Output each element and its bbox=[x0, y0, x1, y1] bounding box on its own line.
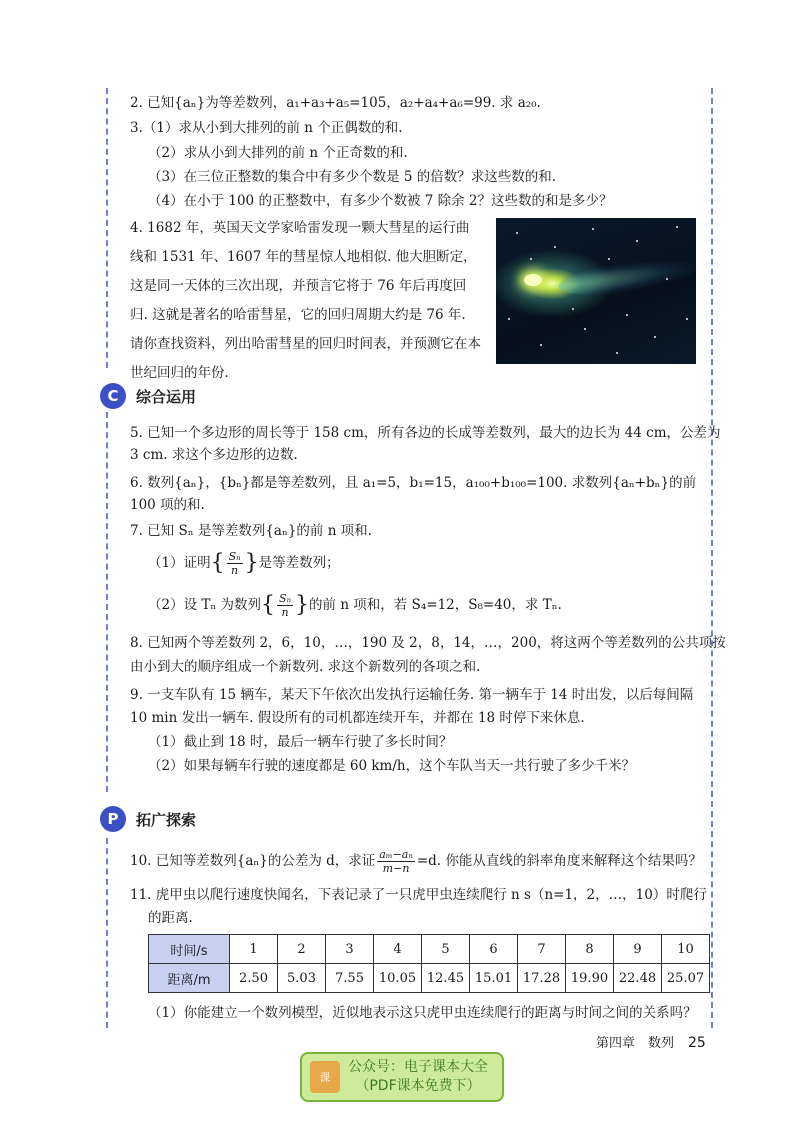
banner-text bbox=[348, 1058, 488, 1096]
left-margin-line bbox=[106, 838, 108, 1028]
book-icon: 课 bbox=[310, 1061, 340, 1093]
fraction-sn-over-n: $\frac{\text{Sₙ}}{n}$ bbox=[228, 550, 241, 577]
chapter-label: 第四章 数列 bbox=[596, 1036, 675, 1051]
table-cell: 15.01 bbox=[470, 964, 518, 993]
exercise-11-line-2: 的距离. bbox=[148, 910, 193, 926]
table-cell: 25.07 bbox=[662, 964, 710, 993]
left-margin-line bbox=[106, 88, 108, 368]
exercise-9-part-2: （2）如果每辆车行驶的速度都是 60 km/h，这个车队当天一共行驶了多少千米？ bbox=[148, 758, 636, 774]
section-header-apply bbox=[100, 383, 196, 409]
table-row-time bbox=[149, 935, 710, 964]
table-cell: 4 bbox=[374, 935, 422, 964]
table-cell: 1 bbox=[230, 935, 278, 964]
beetle-data-table bbox=[148, 934, 710, 993]
exercise-9-part-1: （1）截止到 18 时，最后一辆车行驶了多长时间？ bbox=[148, 734, 453, 750]
fraction-am-an-over-m-n: $\frac{\text{aₘ−aₙ}}{m-n}$ bbox=[379, 848, 413, 875]
table-row-distance bbox=[149, 964, 710, 993]
table-cell: 8 bbox=[566, 935, 614, 964]
section-apply-icon: C bbox=[100, 383, 126, 409]
exercise-7-part-2-post: 的前 n 项和，若 S₄=12，S₈=40，求 Tₙ. bbox=[309, 597, 562, 613]
table-cell: 2 bbox=[278, 935, 326, 964]
exercise-11-line-1: 11. 虎甲虫以爬行速度快闻名，下表记录了一只虎甲虫连续爬行 n s（n=1，2，…，10）时爬行 bbox=[130, 887, 707, 903]
comet-tail bbox=[557, 252, 700, 301]
page-number: 25 bbox=[688, 1035, 706, 1051]
table-cell: 9 bbox=[614, 935, 662, 964]
exercise-3-part-2: （2）求从小到大排列的前 n 个正奇数的和. bbox=[148, 145, 408, 161]
exercise-10: 10. 已知等差数列{aₙ}的公差为 d，求证 $\frac{\text{aₘ−aₙ}}{m-n}$ =d. 你能从直线的斜率角度来解释这个结果吗？ bbox=[130, 848, 702, 875]
exercise-5-line-2: 3 cm. 求这个多边形的边数. bbox=[130, 447, 298, 463]
table-cell: 19.90 bbox=[566, 964, 614, 993]
table-cell: 17.28 bbox=[518, 964, 566, 993]
table-cell: 7 bbox=[518, 935, 566, 964]
section-explore-title: 拓广探索 bbox=[136, 810, 197, 829]
exercise-3-part-1: 3.（1）求从小到大排列的前 n 个正偶数的和. bbox=[130, 120, 403, 136]
table-cell: 5.03 bbox=[278, 964, 326, 993]
exercise-7-part-2: （2）设 Tₙ 为数列{ $\frac{\text{Sₙ}}{n}$ }的前 n 项和，若 S₄=12，S₈=40，求 Tₙ. bbox=[148, 592, 562, 619]
table-header-distance: 距离/m bbox=[149, 964, 230, 993]
exercise-8-line-1: 8. 已知两个等差数列 2，6，10，…，190 及 2，8，14，…，200，将这两个等差数列的公共项按 bbox=[130, 635, 726, 651]
exercise-9-line-2: 10 min 发出一辆车. 假设所有的司机都连续开车，并都在 18 时停下来休息. bbox=[130, 710, 585, 726]
comet-photo bbox=[496, 218, 696, 364]
exercise-6-line-2: 100 项的和. bbox=[130, 497, 205, 513]
table-cell: 10 bbox=[662, 935, 710, 964]
exercise-6-line-1: 6. 数列{aₙ}，{bₙ}都是等差数列，且 a₁=5，b₁=15，a₁₀₀+b₁₀₀=100. 求数列{aₙ+bₙ}的前 bbox=[130, 475, 697, 491]
exercise-4: 4. 1682 年，英国天文学家哈雷发现一颗大彗星的运行曲线和 1531 年、1607 年的彗星惊人地相似. 他大胆断定，这是同一天体的三次出现，并预言它将于 76 年后再度回归. 这就是著名的哈雷彗星，它的回归周期大约是 76 年. 请你查找资料，列出哈雷彗星的回归时间表，并预测它在本世纪回归的年份. bbox=[130, 220, 481, 381]
section-apply-title: 综合运用 bbox=[136, 387, 197, 406]
exercise-7-part-1: （1）证明{ $\frac{\text{Sₙ}}{n}$ }是等差数列； bbox=[148, 550, 340, 577]
exercise-9-line-1: 9. 一支车队有 15 辆车，某天下午依次出发执行运输任务. 第一辆车于 14 时出发，以后每间隔 bbox=[130, 687, 694, 703]
right-margin-line bbox=[711, 88, 713, 1028]
table-cell: 12.45 bbox=[422, 964, 470, 993]
table-cell: 2.50 bbox=[230, 964, 278, 993]
section-header-explore bbox=[100, 806, 196, 832]
fraction-sn-over-n: $\frac{\text{Sₙ}}{n}$ bbox=[279, 592, 292, 619]
exercise-7-part-1-post: 是等差数列； bbox=[258, 555, 340, 571]
table-header-time: 时间/s bbox=[149, 935, 230, 964]
watermark-banner bbox=[300, 1052, 504, 1102]
banner-line-2: （PDF课本免费下） bbox=[355, 1078, 481, 1094]
exercise-3-part-3: （3）在三位正整数的集合中有多少个数是 5 的倍数？求这些数的和. bbox=[148, 169, 557, 185]
table-cell: 7.55 bbox=[326, 964, 374, 993]
section-explore-icon: P bbox=[100, 806, 126, 832]
table-cell: 5 bbox=[422, 935, 470, 964]
table-cell: 3 bbox=[326, 935, 374, 964]
exercise-7-part-1-pre: （1）证明 bbox=[148, 555, 211, 571]
comet-head bbox=[524, 274, 542, 286]
exercise-8-line-2: 由小到大的顺序组成一个新数列. 求这个新数列的各项之和. bbox=[130, 659, 481, 675]
exercise-7-part-2-pre: （2）设 Tₙ 为数列 bbox=[148, 597, 262, 613]
table-cell: 6 bbox=[470, 935, 518, 964]
exercise-3-part-4: （4）在小于 100 的正整数中，有多少个数被 7 除余 2？这些数的和是多少？ bbox=[148, 193, 613, 209]
exercise-11-part-1: （1）你能建立一个数列模型，近似地表示这只虎甲虫连续爬行的距离与时间之间的关系吗？ bbox=[148, 1005, 697, 1021]
left-margin-line bbox=[106, 412, 108, 792]
page-footer bbox=[596, 1032, 706, 1051]
table-cell: 10.05 bbox=[374, 964, 422, 993]
exercise-2: 2. 已知{aₙ}为等差数列，a₁+a₃+a₅=105，a₂+a₄+a₆=99. 求 a₂₀. bbox=[130, 95, 541, 111]
exercise-7: 7. 已知 Sₙ 是等差数列{aₙ}的前 n 项和. bbox=[130, 523, 372, 539]
banner-line-1: 公众号：电子课本大全 bbox=[348, 1059, 488, 1075]
table-cell: 22.48 bbox=[614, 964, 662, 993]
exercise-5-line-1: 5. 已知一个多边形的周长等于 158 cm，所有各边的长成等差数列，最大的边长为 44 cm，公差为 bbox=[130, 425, 721, 441]
